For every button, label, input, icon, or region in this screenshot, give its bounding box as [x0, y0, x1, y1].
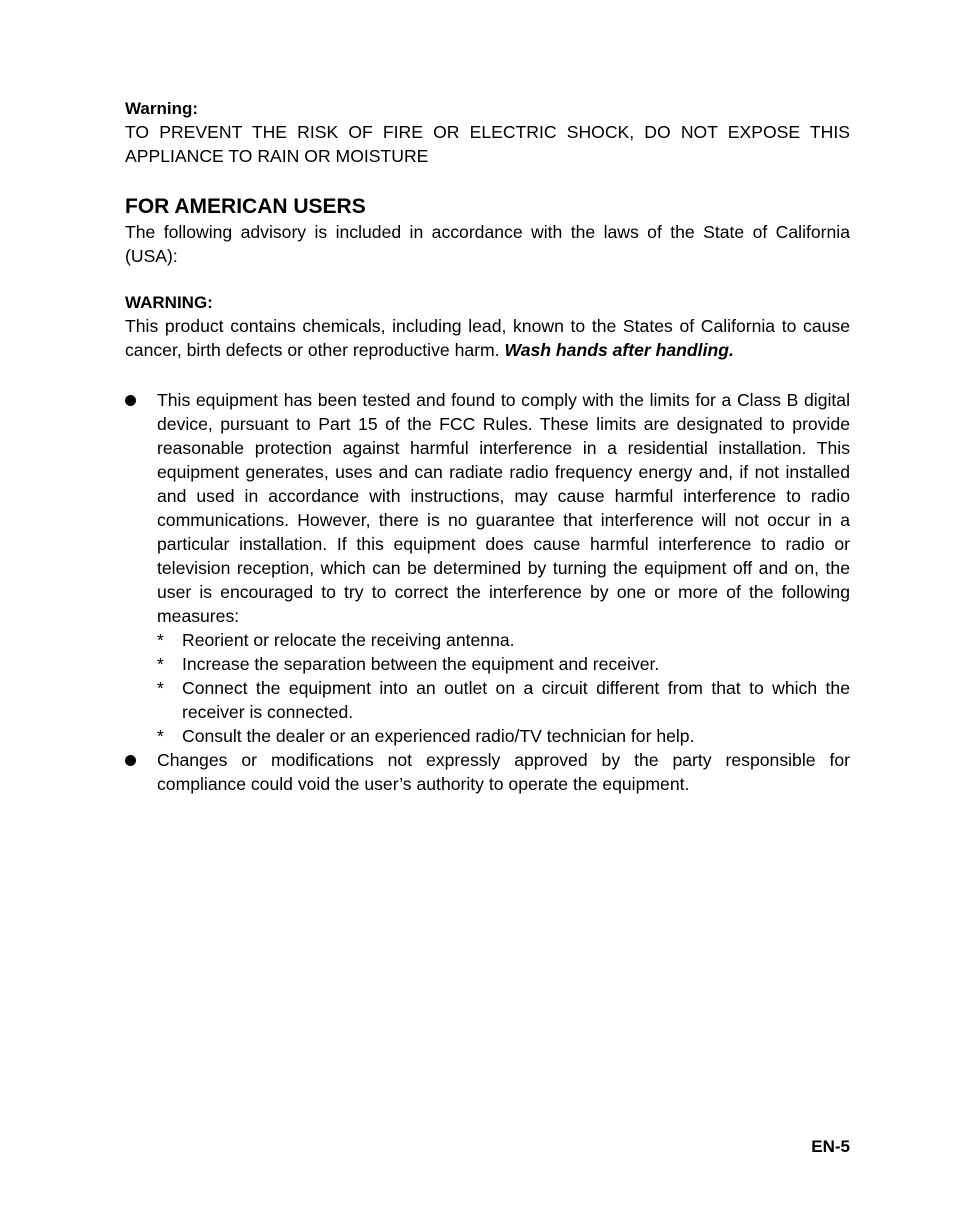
page-number: EN-5 — [811, 1137, 850, 1156]
california-warning-label: WARNING: — [125, 293, 213, 312]
california-warning-text — [125, 314, 850, 362]
fcc-bullet-list — [125, 388, 850, 796]
asterisk-marker: * — [157, 654, 164, 674]
list-item — [157, 724, 850, 748]
measure-text: Reorient or relocate the receiving antenna. — [182, 630, 515, 650]
warning-label: Warning: — [125, 99, 199, 118]
wash-hands-emphasis: Wash hands after handling. — [504, 340, 734, 360]
asterisk-marker: * — [157, 726, 164, 746]
california-warning-body: This product contains chemicals, including lead, known to the States of California to cause cancer, birth defects or other reproductive harm. — [125, 316, 850, 360]
measure-text: Increase the separation between the equipment and receiver. — [182, 654, 660, 674]
list-item — [157, 652, 850, 676]
asterisk-marker: * — [157, 678, 164, 698]
document-page — [125, 98, 850, 796]
measure-text: Connect the equipment into an outlet on a circuit different from that to which the receiver is connected. — [182, 678, 850, 722]
list-item — [125, 388, 850, 748]
list-item — [125, 748, 850, 796]
interference-measures-list — [157, 628, 850, 748]
bullet-dot-icon — [125, 755, 136, 766]
list-item — [157, 676, 850, 724]
bullet-dot-icon — [125, 395, 136, 406]
asterisk-marker: * — [157, 630, 164, 650]
section-heading-american-users: FOR AMERICAN USERS — [125, 195, 366, 218]
fcc-compliance-text: This equipment has been tested and found to comply with the limits for a Class B digital device, pursuant to Part 15 of the FCC Rules. These limits are designated to provide reasonable protection against harmful interference in a residential installation. This equipment generates, uses and can radiate radio frequency energy and, if not installed and used in accordance with instructions, may cause harmful interference to radio communications. However, there is no guarantee that interference will not occur in a particular installation. If this equipment does cause harmful interference to radio or television reception, which can be determined by turning the equipment off and on, the user is encouraged to try to correct the interference by one or more of the following measures: — [157, 390, 850, 626]
list-item — [157, 628, 850, 652]
california-advisory-intro: The following advisory is included in accordance with the laws of the State of California (USA): — [125, 222, 850, 266]
warning-text: TO PREVENT THE RISK OF FIRE OR ELECTRIC SHOCK, DO NOT EXPOSE THIS APPLIANCE TO RAIN OR MOISTURE — [125, 122, 850, 166]
modifications-warning-text: Changes or modifications not expressly approved by the party responsible for compliance could void the user’s authority to operate the equipment. — [157, 750, 850, 794]
measure-text: Consult the dealer or an experienced radio/TV technician for help. — [182, 726, 695, 746]
